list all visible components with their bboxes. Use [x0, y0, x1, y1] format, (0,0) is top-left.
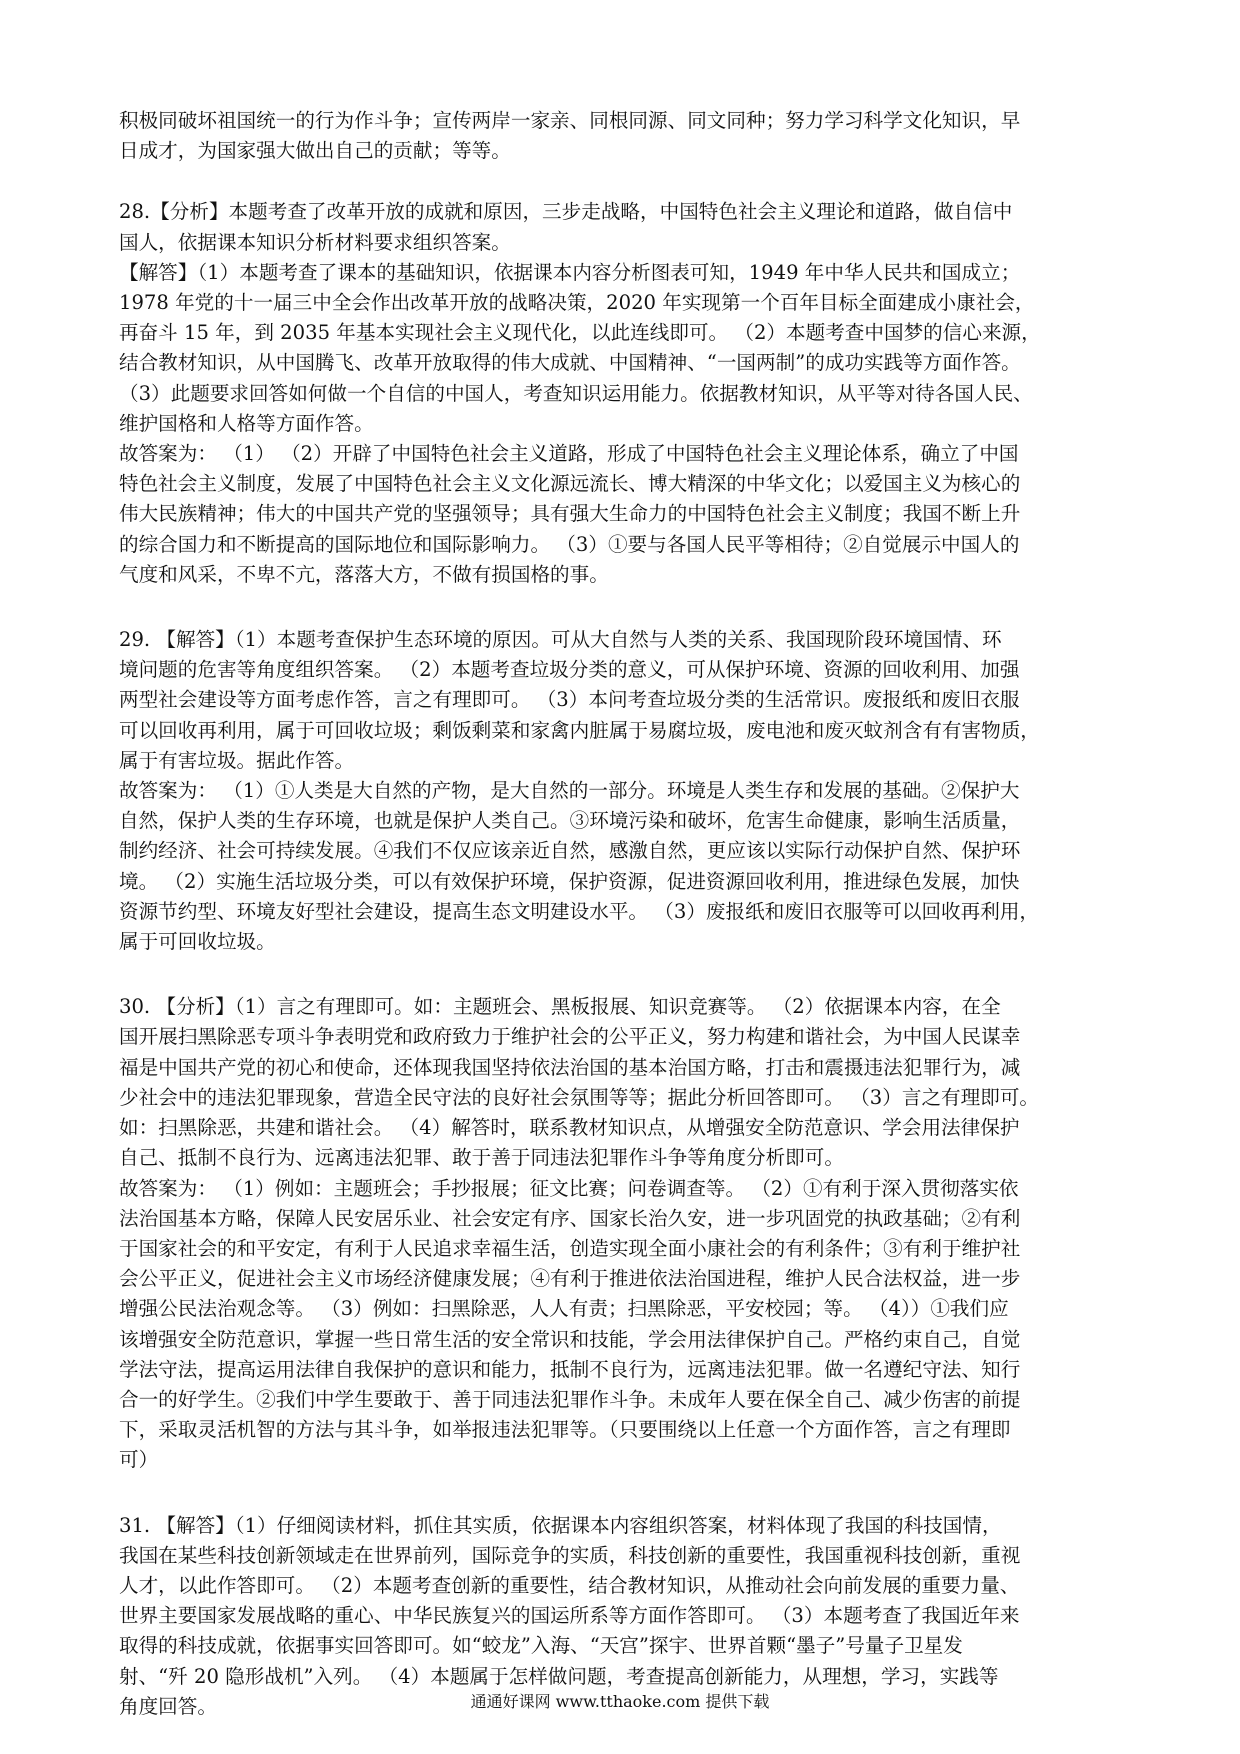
- text-line: 的综合国力和不断提高的国际地位和国际影响力。 （3）①要与各国人民平等相待；②自觉展示中国人的: [119, 532, 1020, 556]
- text-line: 少社会中的违法犯罪现象，营造全民守法的良好社会氛围等等；据此分析回答即可。 （3）言之有理即可。: [119, 1085, 1040, 1109]
- text-line: 伟大民族精神；伟大的中国共产党的坚强领导；具有强大生命力的中国特色社会主义制度；我国不断上升: [119, 502, 1021, 526]
- text-line: 世界主要国家发展战略的重心、中华民族复兴的国运所系等方面作答即可。 （3）本题考查了我国近年来: [119, 1604, 1020, 1628]
- answer-28: [119, 197, 1121, 590]
- text-line: 特色社会主义制度，发展了中国特色社会主义文化源远流长、博大精深的中华文化；以爱国主义为核心的: [119, 472, 1021, 496]
- text-line: 下，采取灵活机智的方法与其斗争，如举报违法犯罪等。（只要围绕以上任意一个方面作答，言之有理即: [119, 1418, 1011, 1442]
- text-line: 境。 （2）实施生活垃圾分类，可以有效保护环境，保护资源，促进资源回收利用，推进绿色发展，加快: [119, 869, 1020, 893]
- text-line: 人才，以此作答即可。 （2）本题考查创新的重要性，结合教材知识，从推动社会向前发展的重要力量、: [119, 1573, 1020, 1597]
- text-line: 射、“歼 20 隐形战机”入列。 （4）本题属于怎样做问题，考查提高创新能力，从理想，学习，实践等: [119, 1664, 999, 1688]
- text-line: 国开展扫黑除恶专项斗争表明党和政府致力于维护社会的公平正义，努力构建和谐社会，为中国人民谋幸: [119, 1025, 1021, 1049]
- text-line: 气度和风采，不卑不亢，落落大方，不做有损国格的事。: [119, 562, 609, 586]
- text-line: 取得的科技成就，依据事实回答即可。如“蛟龙”入海、“天宫”探宇、世界首颗“墨子”号量子卫星发: [119, 1634, 963, 1658]
- text-line: 属于可回收垃圾。: [119, 930, 276, 954]
- text-line: 可）: [119, 1448, 159, 1472]
- answer-29: [119, 625, 1121, 957]
- text-line: 可以回收再利用，属于可回收垃圾；剩饭剩菜和家禽内脏属于易腐垃圾，废电池和废灭蚊剂含有有害物质，: [119, 718, 1040, 742]
- text-line: 【解答】（1）本题考查了课本的基础知识，依据课本内容分析图表可知，1949 年中华人民共和国成立；: [119, 260, 1021, 284]
- text-line: （3）此题要求回答如何做一个自信的中国人，考查知识运用能力。依据教材知识，从平等对待各国人民、: [119, 381, 1033, 405]
- text-line: 学法守法，提高运用法律自我保护的意识和能力，抵制不良行为，远离违法犯罪。做一名遵纪守法、知行: [119, 1357, 1021, 1381]
- text-line: 角度回答。: [119, 1694, 217, 1718]
- text-line: 29. 【解答】（1）本题考查保护生态环境的原因。可从大自然与人类的关系、我国现阶段环境国情、环: [119, 628, 1002, 652]
- text-line: 法治国基本方略，保障人民安居乐业、社会安定有序、国家长治久安，进一步巩固党的执政基础；②有利: [119, 1206, 1021, 1230]
- text-line: 国人，依据课本知识分析材料要求组织答案。: [119, 230, 511, 254]
- text-line: 该增强安全防范意识，掌握一些日常生活的安全常识和技能，学会用法律保护自己。严格约束自己，自觉: [119, 1327, 1021, 1351]
- text-line: 28.【分析】本题考查了改革开放的成就和原因，三步走战略，中国特色社会主义理论和道路，做自信中: [119, 200, 1013, 224]
- text-line: 我国在某些科技创新领域走在世界前列，国际竞争的实质，科技创新的重要性，我国重视科技创新，重视: [119, 1543, 1021, 1567]
- text-line: 两型社会建设等方面考虑作答，言之有理即可。 （3）本问考查垃圾分类的生活常识。废报纸和废旧衣服: [119, 688, 1020, 712]
- text-line: 资源节约型、环境友好型社会建设，提高生态文明建设水平。 （3）废报纸和废旧衣服等可以回收再利用，: [119, 899, 1040, 923]
- document-page: [119, 106, 1121, 1722]
- text-line: 自己、抵制不良行为、远离违法犯罪、敢于善于同违法犯罪作斗争等角度分析即可。: [119, 1146, 844, 1170]
- page-footer: 通通好课网 www.tthaoke.com 提供下载: [470, 1692, 770, 1711]
- text-line: 故答案为： （1）例如：主题班会；手抄报展；征文比赛；问卷调查等。 （2）①有利于深入贯彻落实依: [119, 1176, 1019, 1200]
- text-line: 31. 【解答】（1）仔细阅读材料，抓住其实质，依据课本内容组织答案，材料体现了我国的科技国情，: [119, 1513, 1002, 1537]
- text-line: 自然，保护人类的生存环境，也就是保护人类自己。③环境污染和破坏，危害生命健康，影响生活质量，: [119, 809, 1021, 833]
- text-line: 制约经济、社会可持续发展。④我们不仅应该亲近自然，感激自然，更应该以实际行动保护自然、保护环: [119, 839, 1021, 863]
- answer-31: [119, 1511, 1121, 1722]
- text-line: 故答案为： （1） （2）开辟了中国特色社会主义道路，形成了中国特色社会主义理论体系，确立了中国: [119, 442, 1019, 466]
- text-line: 于国家社会的和平安定，有利于人民追求幸福生活，创造实现全面小康社会的有利条件；③有利于维护社: [119, 1236, 1021, 1260]
- text-line: 如：扫黑除恶，共建和谐社会。 （4）解答时，联系教材知识点，从增强安全防范意识、学会用法律保护: [119, 1116, 1020, 1140]
- text-line: 福是中国共产党的初心和使命，还体现我国坚持依法治国的基本治国方略，打击和震摄违法犯罪行为，减: [119, 1055, 1021, 1079]
- text-line: 积极同破坏祖国统一的行为作斗争；宣传两岸一家亲、同根同源、同文同种；努力学习科学文化知识，早: [119, 109, 1021, 132]
- text-line: 会公平正义，促进社会主义市场经济健康发展；④有利于推进依法治国进程，维护人民合法权益，进一步: [119, 1267, 1021, 1291]
- text-line: 1978 年党的十一届三中全会作出改革开放的战略决策，2020 年实现第一个百年目标全面建成小康社会，: [119, 291, 1035, 315]
- text-line: 属于有害垃圾。据此作答。: [119, 748, 355, 772]
- text-line: 日成才，为国家强大做出自己的贡献；等等。: [119, 139, 511, 163]
- text-line: 再奋斗 15 年，到 2035 年基本实现社会主义现代化，以此连线即可。 （2）本题考查中国梦的信心来源，: [119, 321, 1041, 345]
- continuation-paragraph: [119, 106, 1121, 166]
- text-line: 故答案为： （1）①人类是大自然的产物，是大自然的一部分。环境是人类生存和发展的基础。②保护大: [119, 779, 1020, 803]
- text-line: 30. 【分析】（1）言之有理即可。如：主题班会、黑板报展、知识竞赛等。 （2）依据课本内容，在全: [119, 995, 1001, 1019]
- text-line: 结合教材知识，从中国腾飞、改革开放取得的伟大成就、中国精神、“一国两制”的成功实践等方面作答。: [119, 351, 1021, 375]
- answer-30: [119, 992, 1121, 1475]
- text-line: 维护国格和人格等方面作答。: [119, 411, 374, 435]
- text-line: 增强公民法治观念等。 （3）例如：扫黑除恶，人人有责；扫黑除恶，平安校园；等。 （4））①我们应: [119, 1297, 1009, 1321]
- text-line: 境问题的危害等角度组织答案。 （2）本题考查垃圾分类的意义，可从保护环境、资源的回收利用、加强: [119, 658, 1020, 682]
- text-line: 合一的好学生。②我们中学生要敢于、善于同违法犯罪作斗争。未成年人要在保全自己、减少伤害的前提: [119, 1387, 1021, 1411]
